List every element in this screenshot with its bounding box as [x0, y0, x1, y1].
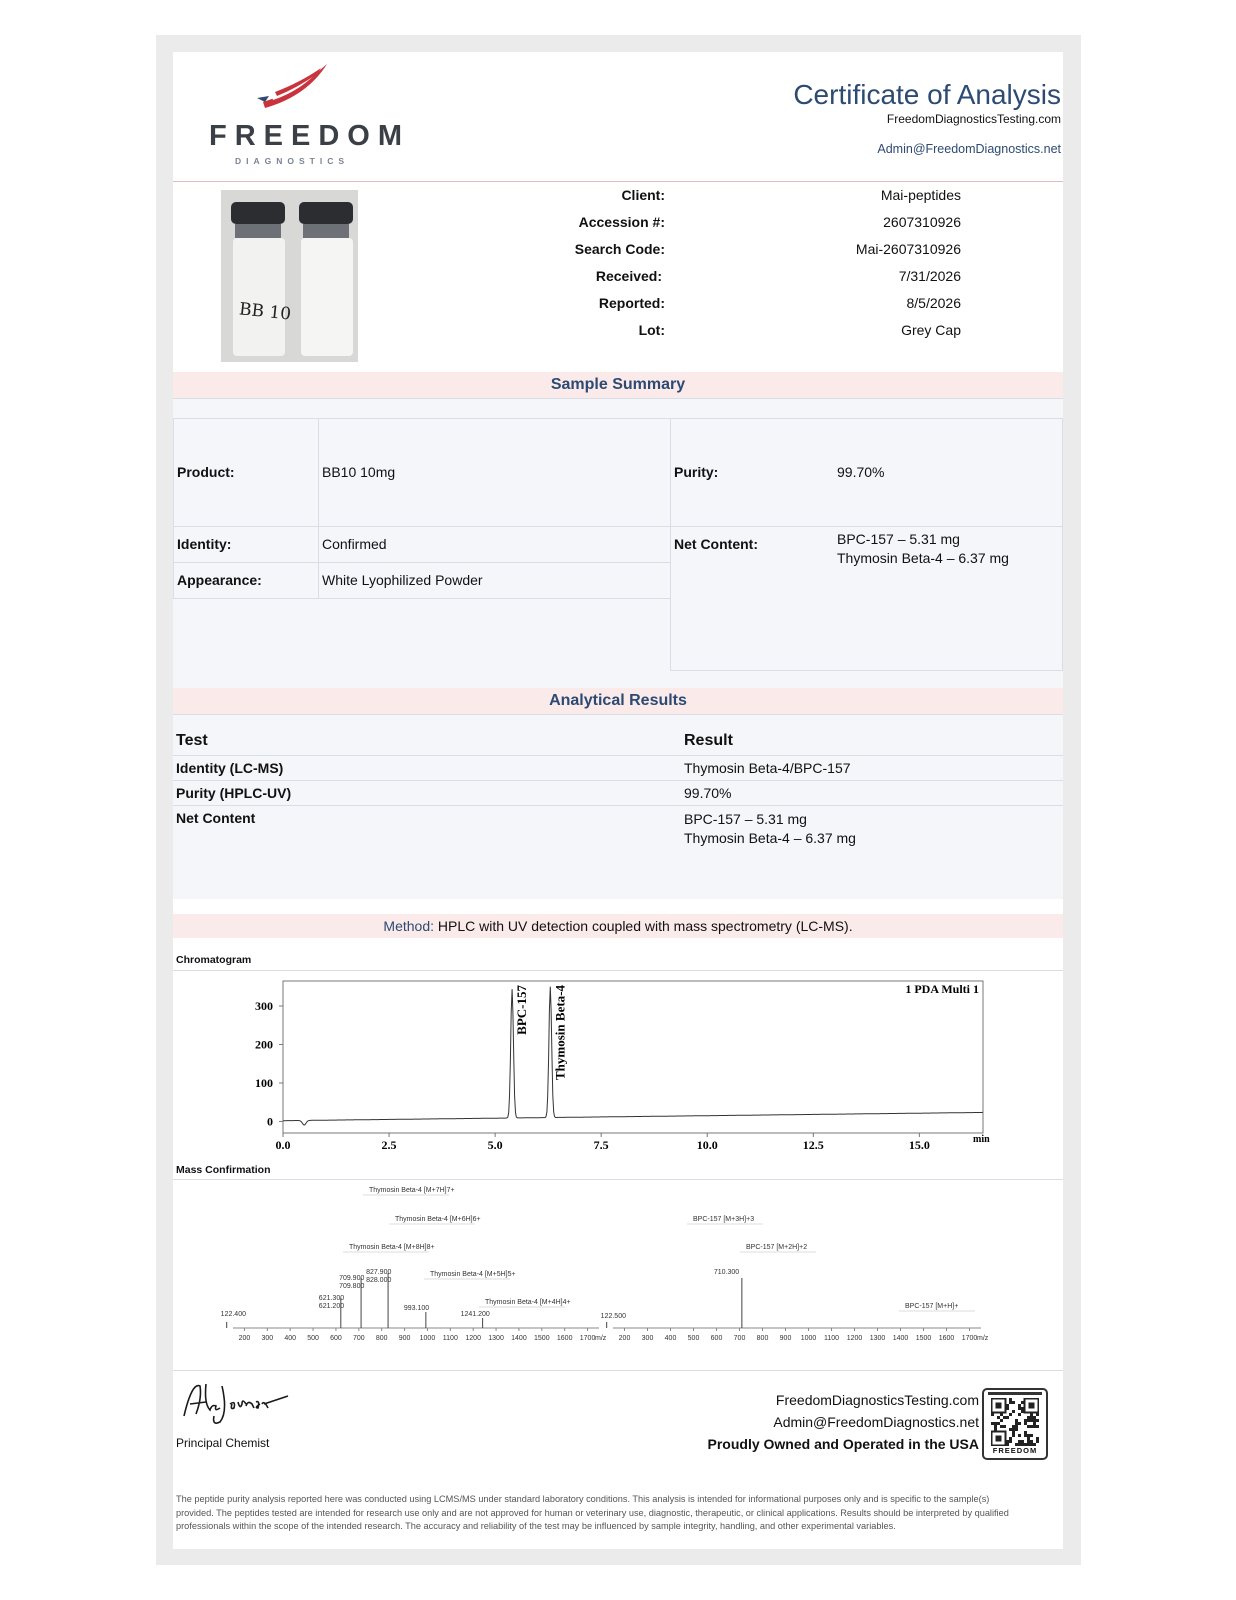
method-text: HPLC with UV detection coupled with mass spectrometry (LC-MS). [434, 918, 853, 934]
ms-peak-label: 621.200 [318, 1303, 345, 1310]
ms-peak-label: 709.800 [339, 1283, 365, 1290]
product-value: BB10 10mg [322, 464, 396, 480]
x-tick-label: 12.5 [802, 1138, 824, 1152]
ms-ion-annotation: Thymosin Beta-4 [M+8H]8+ [349, 1244, 435, 1251]
row-result-line-1: BPC-157 – 5.31 mg [684, 811, 807, 827]
qr-module [1030, 1434, 1033, 1437]
row-test: Identity (LC-MS) [176, 760, 284, 776]
footer-email: Admin@FreedomDiagnostics.net [773, 1414, 979, 1430]
mz-tick-label: 1600 [938, 1335, 955, 1342]
accession-value: 2607310926 [883, 214, 961, 230]
mz-tick-label: 1600 [556, 1335, 573, 1342]
flag-wing-icon [251, 62, 331, 110]
qr-module [1036, 1437, 1039, 1440]
ms-peak-label: 1241.200 [460, 1311, 490, 1318]
mz-tick-label: 400 [664, 1335, 677, 1342]
net-content-label: Net Content: [674, 536, 758, 552]
chromatogram-trace [283, 987, 983, 1125]
qr-module [1027, 1437, 1030, 1440]
table-row [173, 781, 1063, 806]
qr-module [1015, 1425, 1018, 1428]
qr-module [1027, 1425, 1030, 1428]
footer-website: FreedomDiagnosticsTesting.com [775, 1392, 979, 1408]
y-tick-label: 300 [255, 999, 273, 1014]
qr-module [1027, 1416, 1030, 1419]
mz-tick-label: 1500 [534, 1335, 550, 1342]
qr-module [997, 1422, 1000, 1425]
identity-value: Confirmed [322, 536, 387, 552]
qr-module [1000, 1419, 1003, 1422]
mz-tick-label: 200 [618, 1335, 631, 1342]
mz-tick-label: 700 [733, 1335, 746, 1342]
ms-peak-label: 122.500 [600, 1313, 626, 1320]
table-row [173, 756, 1063, 781]
header-website: FreedomDiagnosticsTesting.com [886, 112, 1061, 126]
mz-tick-label: 800 [756, 1335, 769, 1342]
lot-label: Lot: [638, 322, 665, 338]
reported-label: Reported: [598, 295, 665, 311]
logo-wordmark: FREEDOM [209, 120, 410, 152]
row-test: Net Content [176, 810, 256, 826]
qr-code-icon [991, 1398, 1039, 1446]
qr-module [1009, 1440, 1012, 1443]
qr-module [1009, 1428, 1012, 1431]
peak-label: Thymosin Beta-4 [552, 985, 568, 1080]
y-tick-label: 100 [255, 1075, 273, 1090]
qr-module [1024, 1422, 1027, 1425]
row-result: Thymosin Beta-4/BPC-157 [684, 760, 851, 776]
qr-module [1009, 1437, 1012, 1440]
row-result: 99.70% [684, 785, 732, 801]
search-code-value: Mai-2607310926 [855, 241, 961, 257]
qr-module [1021, 1440, 1024, 1443]
chromatogram-chart [173, 971, 1063, 1176]
ms-peak-label: 993.100 [403, 1305, 430, 1312]
method-label: Method: [383, 918, 434, 934]
y-tick-label: 200 [255, 1037, 273, 1052]
y-tick-label: 0 [267, 1114, 273, 1129]
qr-module [1018, 1440, 1021, 1443]
mz-tick-label: 600 [710, 1335, 723, 1342]
qr-module [1018, 1404, 1021, 1407]
mz-tick-label: 400 [284, 1335, 297, 1342]
ms-ion-annotation: BPC-157 [M+H]+ [905, 1303, 959, 1310]
mz-tick-label: 300 [261, 1335, 274, 1342]
qr-module [1030, 1416, 1033, 1419]
mz-tick-label: 500 [307, 1335, 319, 1342]
header-divider [173, 181, 1063, 182]
mz-tick-label: 800 [375, 1335, 388, 1342]
mz-tick-label: 1100 [823, 1335, 840, 1342]
sample-photo [221, 190, 358, 362]
x-tick-label: 15.0 [908, 1138, 930, 1152]
mz-tick-label: 1700 [579, 1335, 596, 1342]
mass-heading: Mass Confirmation [176, 1164, 271, 1176]
client-value: Mai-peptides [880, 187, 961, 203]
table-row [173, 806, 1063, 852]
x-tick-label: 7.5 [593, 1138, 609, 1152]
qr-module [997, 1416, 1000, 1419]
document-title: Certificate of Analysis [793, 79, 1061, 110]
search-code-label: Search Code: [574, 241, 665, 257]
purity-label: Purity: [674, 464, 719, 480]
received-label: Received: [595, 268, 662, 284]
qr-module [1009, 1398, 1012, 1401]
plot-frame [283, 981, 983, 1133]
ms-ion-annotation: Thymosin Beta-4 [M+6H]6+ [395, 1216, 481, 1223]
product-label: Product: [177, 464, 235, 480]
mz-unit-label: m/z [977, 1335, 989, 1342]
qr-label: FREEDOM [992, 1446, 1038, 1455]
mz-tick-label: 1000 [419, 1335, 436, 1342]
x-unit-label: min [973, 1134, 990, 1145]
signatory-role: Principal Chemist [176, 1436, 270, 1450]
accession-label: Accession #: [578, 214, 665, 230]
qr-module [1033, 1425, 1036, 1428]
net-content-value [837, 530, 1009, 568]
x-tick-label: 0.0 [275, 1138, 291, 1152]
company-logo [203, 62, 410, 166]
qr-module [1030, 1425, 1033, 1428]
qr-module [1018, 1434, 1021, 1437]
mz-tick-label: 1100 [442, 1335, 458, 1342]
certificate-page [173, 52, 1063, 1549]
qr-module [1006, 1416, 1009, 1419]
appearance-value: White Lyophilized Powder [322, 572, 483, 588]
qr-module [1012, 1431, 1015, 1434]
ms-ion-annotation: BPC-157 [M+2H]+2 [746, 1244, 808, 1251]
qr-module [1036, 1425, 1039, 1428]
col-test-header: Test [176, 732, 208, 749]
qr-module [1030, 1419, 1033, 1422]
qr-module [1012, 1428, 1015, 1431]
qr-module [1030, 1440, 1033, 1443]
row-result-line-2: Thymosin Beta-4 – 6.37 mg [684, 830, 856, 846]
mz-tick-label: 1700 [961, 1335, 978, 1342]
channel-label: 1 PDA Multi 1 [905, 982, 979, 996]
qr-module [1027, 1440, 1030, 1443]
qr-module [1015, 1428, 1018, 1431]
method-band [173, 914, 1063, 938]
mz-tick-label: 700 [352, 1335, 365, 1342]
qr-module [1024, 1434, 1027, 1437]
sample-summary-heading: Sample Summary [173, 372, 1063, 399]
qr-module [1033, 1416, 1036, 1419]
qr-module [1000, 1425, 1003, 1428]
qr-module [1027, 1434, 1030, 1437]
mz-tick-label: 1200 [465, 1335, 481, 1342]
x-tick-label: 5.0 [487, 1138, 503, 1152]
x-tick-label: 2.5 [381, 1138, 397, 1152]
qr-finder-center [996, 1436, 1002, 1442]
qr-module [1027, 1419, 1030, 1422]
qr-module [1012, 1434, 1015, 1437]
mz-tick-label: 1500 [915, 1335, 932, 1342]
ms-ion-annotation: Thymosin Beta-4 [M+4H]4+ [485, 1299, 571, 1306]
ms-ion-annotation: Thymosin Beta-4 [M+7H]7+ [369, 1187, 455, 1194]
ms-ion-annotation: BPC-157 [M+3H]+3 [693, 1216, 755, 1223]
mass-spectra-chart [173, 1180, 1063, 1350]
disclaimer: The peptide purity analysis reported here was conducted using LCMS/MS under standard laboratory conditions. This analysis is intended for informational purposes only and is specific to the sample(s) provided. The peptides tested are intended for research use only and are not approved for human or veterinary use, diagnostic, therapeutic, or clinical applications. Results should be interpreted by qualified professionals within the scope of the intended research. The accuracy and reliability of the test may be influenced by sample integrity, handling, and other experimental variables. [176, 1494, 1009, 1532]
mz-tick-label: 300 [641, 1335, 654, 1342]
mz-tick-label: 1300 [869, 1335, 886, 1342]
qr-module [1012, 1425, 1015, 1428]
qr-module [1018, 1407, 1021, 1410]
ms-ion-annotation: Thymosin Beta-4 [M+5H]5+ [430, 1271, 516, 1278]
chromatogram-heading: Chromatogram [176, 954, 252, 966]
identity-label: Identity: [177, 536, 232, 552]
appearance-label: Appearance: [177, 572, 262, 588]
qr-module [1036, 1440, 1039, 1443]
qr-module [991, 1422, 994, 1425]
received-value: 7/31/2026 [898, 268, 961, 284]
mz-tick-label: 1000 [800, 1335, 817, 1342]
x-tick-label: 10.0 [696, 1138, 718, 1152]
lot-value: Grey Cap [901, 322, 961, 338]
ms-peak-label: 122.400 [220, 1311, 246, 1318]
ms-peak-label: 828.000 [366, 1277, 392, 1284]
header-email: Admin@FreedomDiagnostics.net [877, 142, 1061, 156]
row-test: Purity (HPLC-UV) [176, 785, 292, 801]
peak-label: BPC-157 [514, 985, 530, 1035]
qr-module [1012, 1410, 1015, 1413]
client-label: Client: [621, 187, 665, 203]
qr-module [1003, 1416, 1006, 1419]
mz-tick-label: 1400 [892, 1335, 909, 1342]
qr-finder-center [1029, 1403, 1035, 1409]
analytical-results-heading: Analytical Results [173, 688, 1063, 715]
ms-peak-label: 710.300 [713, 1269, 740, 1276]
qr-module [1033, 1419, 1036, 1422]
qr-module [1018, 1413, 1021, 1416]
mz-tick-label: 900 [779, 1335, 792, 1342]
mz-tick-label: 1300 [488, 1335, 504, 1342]
qr-module [1015, 1422, 1018, 1425]
results-header-row [173, 715, 1063, 756]
mz-tick-label: 1200 [846, 1335, 863, 1342]
col-result-header: Result [684, 732, 733, 749]
ms-peak-label: 621.300 [318, 1295, 345, 1302]
vial-label: BB 10 [238, 299, 292, 325]
qr-module [994, 1422, 997, 1425]
signature-image [176, 1374, 291, 1426]
qr-module [1018, 1422, 1021, 1425]
mz-tick-label: 500 [687, 1335, 700, 1342]
net-content-line-1: BPC-157 – 5.31 mg [837, 531, 960, 547]
mz-unit-label: m/z [595, 1335, 607, 1342]
qr-code[interactable] [982, 1388, 1048, 1460]
qr-module [1003, 1425, 1006, 1428]
qr-module [1033, 1422, 1036, 1425]
qr-module [1015, 1419, 1018, 1422]
qr-module [1009, 1413, 1012, 1416]
ms-peak-label: 827.900 [366, 1269, 392, 1276]
qr-finder-center [996, 1403, 1002, 1409]
qr-module [1009, 1401, 1012, 1404]
qr-module [1036, 1419, 1039, 1422]
qr-module [994, 1425, 997, 1428]
mz-tick-label: 200 [238, 1335, 251, 1342]
qr-module [1024, 1431, 1027, 1434]
row-result [684, 810, 856, 848]
reported-value: 8/5/2026 [906, 295, 961, 311]
logo-subtitle: DIAGNOSTICS [235, 156, 350, 166]
ms-peak-label: 709.900 [339, 1275, 365, 1282]
mz-tick-label: 600 [330, 1335, 342, 1342]
purity-value: 99.70% [837, 464, 885, 480]
footer-divider [173, 1370, 1063, 1371]
mz-tick-label: 1400 [511, 1335, 527, 1342]
net-content-line-2: Thymosin Beta-4 – 6.37 mg [837, 550, 1009, 566]
mz-tick-label: 900 [398, 1335, 411, 1342]
footer-tagline: Proudly Owned and Operated in the USA [707, 1436, 979, 1452]
qr-module [1024, 1419, 1027, 1422]
qr-module [1012, 1401, 1015, 1404]
